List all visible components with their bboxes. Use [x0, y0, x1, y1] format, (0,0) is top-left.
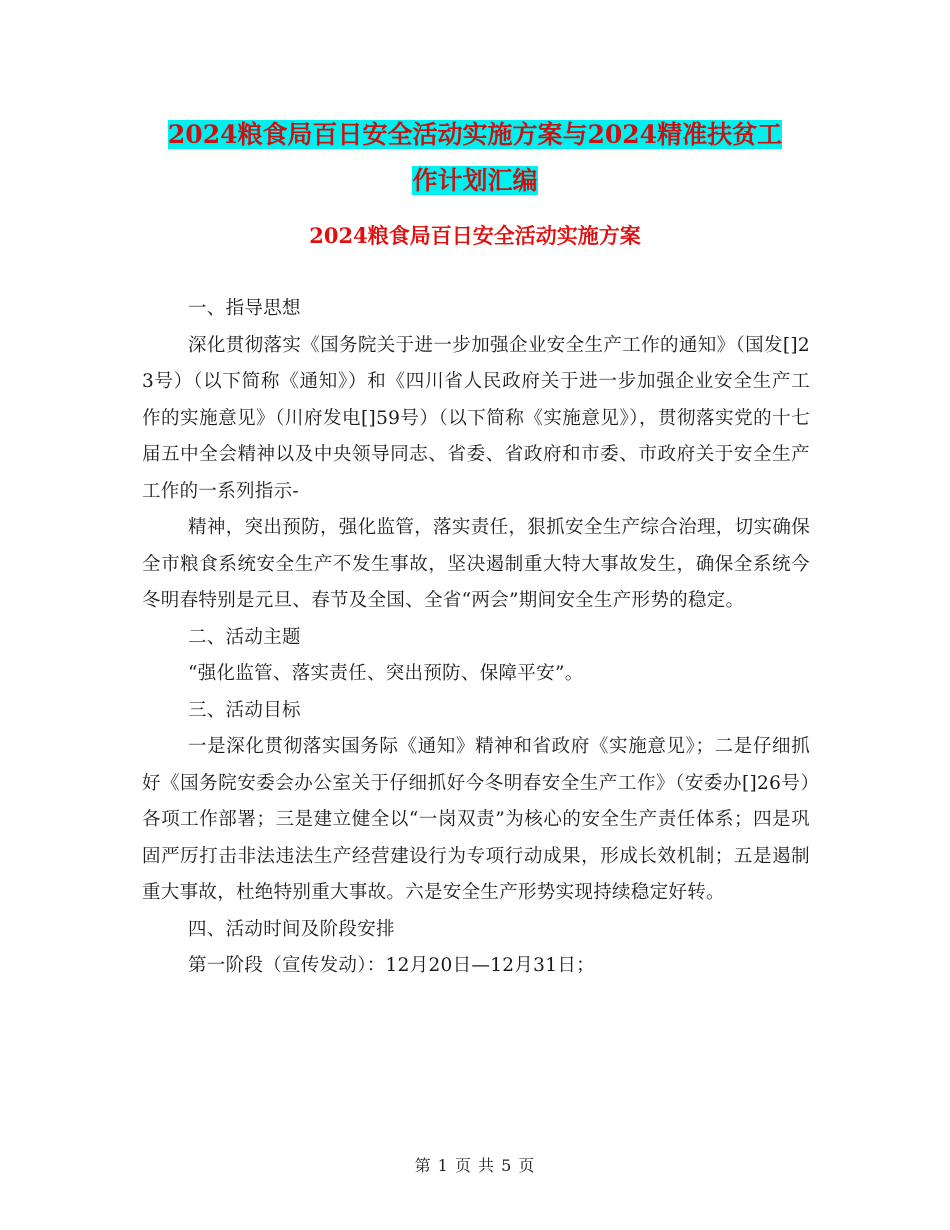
document-title	[140, 112, 810, 204]
page-number: 第 1 页 共 5 页	[414, 1156, 536, 1175]
paragraph-activity-goals: 一是深化贯彻落实国务际《通知》精神和省政府《实施意见》；二是仔细抓好《国务院安委会办公室关于仔细抓好今冬明春安全生产工作》（安委办[]26号）各项工作部署；三是建立健全以“一岗双责”为核心的安全生产责任体系；四是巩固严厉打击非法违法生产经营建设行为专项行动成果，形成长效机制；五是遏制重大事故，杜绝特别重大事故。六是安全生产形势实现持续稳定好转。	[142, 736, 810, 903]
heading-activity-goals: 三、活动目标	[188, 699, 301, 721]
paragraph-activity-theme: “强化监管、落实责任、突出预防、保障平安”。	[188, 663, 584, 684]
heading-guiding-ideology: 一、指导思想	[188, 298, 301, 319]
heading-schedule: 四、活动时间及阶段安排	[188, 918, 395, 940]
paragraph-guiding-ideology: 深化贯彻落实《国务院关于进一步加强企业安全生产工作的通知》（国发[]23号）（以下简称《通知》）和《四川省人民政府关于进一步加强企业安全生产工作的实施意见》（川府发电[]59号）（以下简称《实施意见》），贯彻落实党的十七届五中全会精神以及中央领导同志、省委、省政府和市委、市政府关于安全生产工作的一系列指示-	[142, 334, 810, 502]
heading-activity-theme: 二、活动主题	[188, 626, 301, 648]
section-title: 2024粮食局百日安全活动实施方案	[309, 223, 641, 248]
document-title-line-2: 作计划汇编	[412, 166, 538, 195]
document-body	[142, 291, 810, 985]
paragraph-phase-one: 第一阶段（宣传发动）：12月20日—12月31日；	[188, 955, 595, 976]
paragraph-spirit: 精神，突出预防，强化监管，落实责任，狠抓安全生产综合治理，切实确保全市粮食系统安全生产不发生事故，坚决遏制重大特大事故发生，确保全系统今冬明春特别是元旦、春节及全国、全省“两会”期间安全生产形势的稳定。	[142, 517, 810, 611]
document-title-line-1: 2024粮食局百日安全活动实施方案与2024精准扶贫工	[167, 120, 783, 149]
